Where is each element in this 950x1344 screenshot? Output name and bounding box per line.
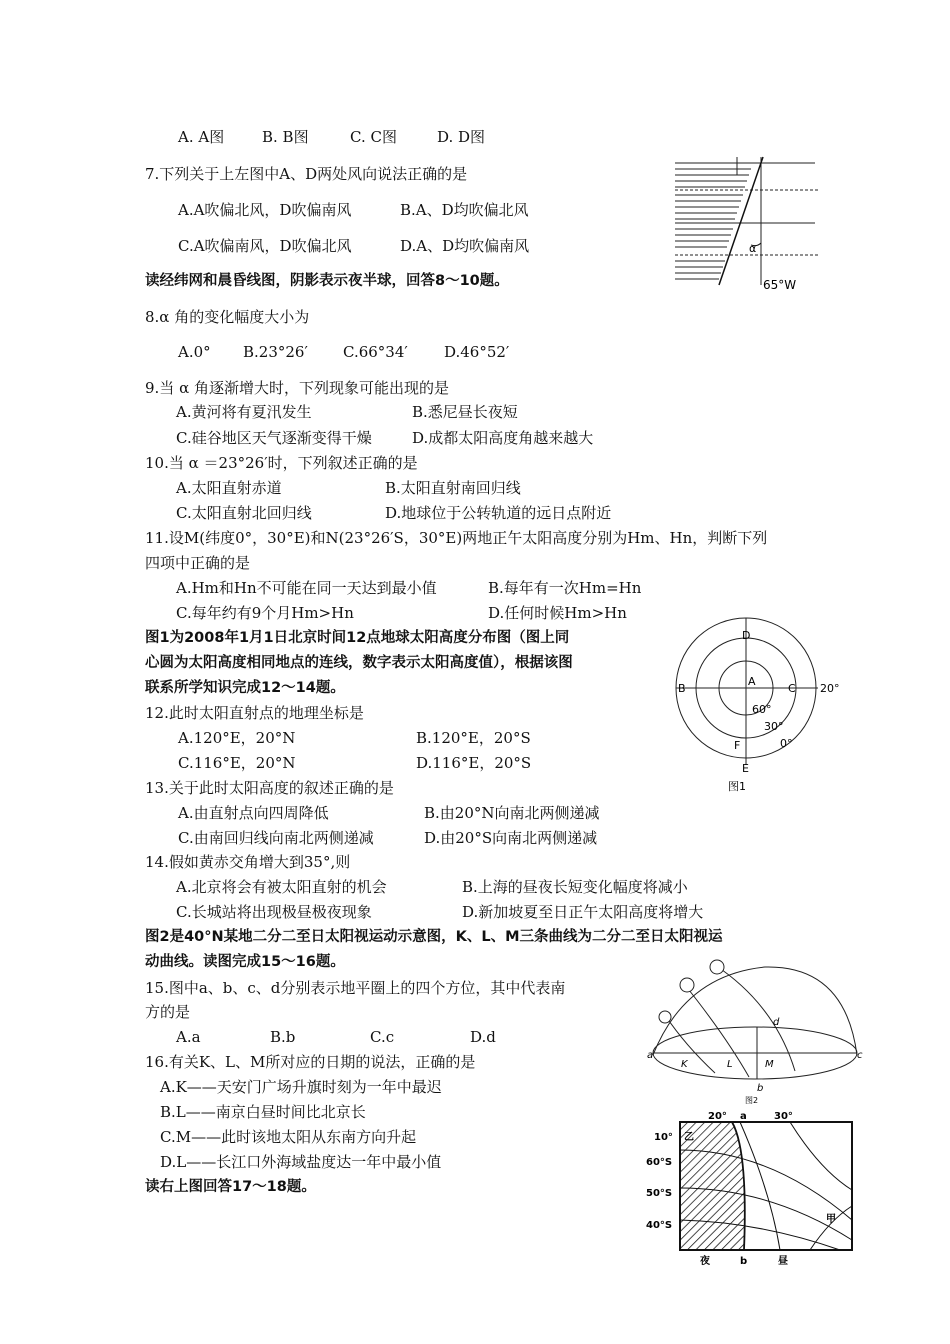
q11-option-d: D.任何时候Hm>Hn bbox=[488, 604, 627, 622]
q8-option-d: D.46°52′ bbox=[444, 343, 510, 361]
q13-option-d: D.由20°S向南北两侧递减 bbox=[424, 829, 598, 847]
point-a: A bbox=[748, 675, 756, 688]
top-label-30: 30° bbox=[774, 1111, 793, 1122]
left-label-40s: 40°S bbox=[646, 1220, 673, 1231]
mark-jia: 甲 bbox=[826, 1214, 836, 1225]
q13-option-a: A.由直射点向四周降低 bbox=[178, 804, 329, 822]
curve-k: K bbox=[681, 1059, 688, 1070]
q16-option-d: D.L——长江口外海域盐度达一年中最小值 bbox=[160, 1153, 442, 1171]
q7-option-c: C.A吹偏南风，D吹偏北风 bbox=[178, 237, 352, 255]
intro-15-16-line-2: 动曲线。读图完成15～16题。 bbox=[145, 954, 345, 970]
curve-l: L bbox=[727, 1059, 733, 1070]
point-f: F bbox=[734, 739, 741, 752]
figure-1-caption: 图1 bbox=[728, 780, 746, 793]
q7-option-b: B.A、D均吹偏北风 bbox=[400, 201, 529, 219]
q11-option-b: B.每年有一次Hm=Hn bbox=[488, 579, 642, 597]
q7-option-d: D.A、D均吹偏南风 bbox=[400, 237, 530, 255]
left-label-10: 10° bbox=[654, 1132, 673, 1143]
q10-stem: 10.当 α ＝23°26′时，下列叙述正确的是 bbox=[145, 454, 418, 472]
q14-option-c: C.长城站将出现极昼极夜现象 bbox=[176, 903, 372, 921]
q9-option-b: B.悉尼昼长夜短 bbox=[412, 403, 518, 421]
q10-option-d: D.地球位于公转轨道的远日点附近 bbox=[385, 504, 612, 522]
latitude-20: 20° bbox=[820, 682, 840, 695]
intro-12-14-line-1: 图1为2008年1月1日北京时间12点地球太阳高度分布图（图上同 bbox=[145, 630, 570, 646]
figure-1-sun-altitude bbox=[668, 615, 843, 795]
q14-option-b: B.上海的昼夜长短变化幅度将减小 bbox=[462, 878, 688, 896]
intro-12-14-line-3: 联系所学知识完成12～14题。 bbox=[145, 680, 345, 696]
q12-option-b: B.120°E，20°S bbox=[416, 729, 531, 747]
intro-15-16-line-1: 图2是40°N某地二分二至日太阳视运动示意图，K、L、M三条曲线为二分二至日太阳视运 bbox=[145, 929, 723, 945]
direction-c: c bbox=[857, 1050, 863, 1061]
q15-option-d: D.d bbox=[470, 1028, 496, 1046]
q12-option-d: D.116°E，20°S bbox=[416, 754, 532, 772]
bottom-label-day: 昼 bbox=[778, 1256, 788, 1267]
q9-option-c: C.硅谷地区天气逐渐变得干燥 bbox=[176, 429, 372, 447]
terminator-figure bbox=[665, 155, 825, 295]
bottom-label-b: b bbox=[740, 1256, 748, 1267]
q11-stem-2: 四项中正确的是 bbox=[145, 554, 251, 572]
q6-option-d: D. D图 bbox=[437, 128, 486, 146]
value-0: 0° bbox=[780, 737, 793, 750]
curve-m: M bbox=[765, 1059, 774, 1070]
q14-stem: 14.假如黄赤交角增大到35°,则 bbox=[145, 853, 351, 871]
q8-stem: 8.α 角的变化幅度大小为 bbox=[145, 308, 310, 326]
longitude-label: 65°W bbox=[763, 278, 797, 292]
q11-stem-1: 11.设M(纬度0°，30°E)和N(23°26′S，30°E)两地正午太阳高度分别为Hm、Hn，判断下列 bbox=[145, 529, 768, 547]
point-c: C bbox=[788, 682, 796, 695]
q15-stem-2: 方的是 bbox=[145, 1003, 191, 1021]
intro-8-10: 读经纬网和晨昏线图，阴影表示夜半球，回答8～10题。 bbox=[145, 273, 509, 289]
q9-option-a: A.黄河将有夏汛发生 bbox=[176, 403, 312, 421]
figure-2-sun-path bbox=[645, 955, 865, 1105]
q15-option-a: A.a bbox=[176, 1028, 201, 1046]
q6-option-a: A. A图 bbox=[178, 128, 225, 146]
q6-option-c: C. C图 bbox=[350, 128, 397, 146]
mark-yi: 乙 bbox=[684, 1132, 694, 1143]
q15-stem-1: 15.图中a、b、c、d分别表示地平圈上的四个方位，其中代表南 bbox=[145, 979, 566, 997]
q13-stem: 13.关于此时太阳高度的叙述正确的是 bbox=[145, 779, 394, 797]
q16-stem: 16.有关K、L、M所对应的日期的说法，正确的是 bbox=[145, 1053, 476, 1071]
q8-option-b: B.23°26′ bbox=[243, 343, 308, 361]
direction-a: a bbox=[647, 1050, 654, 1061]
q16-option-a: A.K——天安门广场升旗时刻为一年中最迟 bbox=[160, 1078, 442, 1096]
q10-option-a: A.太阳直射赤道 bbox=[176, 479, 282, 497]
point-b: B bbox=[678, 682, 686, 695]
q16-option-b: B.L——南京白昼时间比北京长 bbox=[160, 1103, 366, 1121]
q7-option-a: A.A吹偏北风，D吹偏南风 bbox=[178, 201, 352, 219]
top-label-a: a bbox=[740, 1111, 747, 1122]
value-60: 60° bbox=[752, 703, 772, 716]
q15-option-b: B.b bbox=[270, 1028, 296, 1046]
q13-option-c: C.由南回归线向南北两侧递减 bbox=[178, 829, 374, 847]
direction-d: d bbox=[773, 1017, 780, 1028]
alpha-label: α bbox=[749, 242, 757, 255]
q14-option-a: A.北京将会有被太阳直射的机会 bbox=[176, 878, 387, 896]
q11-option-c: C.每年约有9个月Hm>Hn bbox=[176, 604, 354, 622]
q11-option-a: A.Hm和Hn不可能在同一天达到最小值 bbox=[176, 579, 437, 597]
q7-stem: 7.下列关于上左图中A、D两处风向说法正确的是 bbox=[145, 165, 468, 183]
intro-12-14-line-2: 心圆为太阳高度相同地点的连线，数字表示太阳高度值），根据该图 bbox=[145, 655, 573, 671]
q10-option-b: B.太阳直射南回归线 bbox=[385, 479, 521, 497]
q9-option-d: D.成都太阳高度角越来越大 bbox=[412, 429, 594, 447]
q13-option-b: B.由20°N向南北两侧递减 bbox=[424, 804, 600, 822]
intro-17-18: 读右上图回答17～18题。 bbox=[145, 1179, 316, 1195]
q15-option-c: C.c bbox=[370, 1028, 395, 1046]
q12-stem: 12.此时太阳直射点的地理坐标是 bbox=[145, 704, 364, 722]
q6-option-b: B. B图 bbox=[262, 128, 309, 146]
q10-option-c: C.太阳直射北回归线 bbox=[176, 504, 312, 522]
q9-stem: 9.当 α 角逐渐增大时，下列现象可能出现的是 bbox=[145, 379, 449, 397]
figure-3-map bbox=[640, 1110, 870, 1270]
q14-option-d: D.新加坡夏至日正午太阳高度将增大 bbox=[462, 903, 704, 921]
left-label-50s: 50°S bbox=[646, 1188, 673, 1199]
point-d: D bbox=[742, 629, 751, 642]
value-30: 30° bbox=[764, 720, 784, 733]
left-label-60s: 60°S bbox=[646, 1157, 673, 1168]
q12-option-c: C.116°E，20°N bbox=[178, 754, 296, 772]
bottom-label-night: 夜 bbox=[700, 1256, 710, 1267]
q8-option-c: C.66°34′ bbox=[343, 343, 408, 361]
direction-b: b bbox=[757, 1083, 764, 1094]
q16-option-c: C.M——此时该地太阳从东南方向升起 bbox=[160, 1128, 417, 1146]
top-label-20: 20° bbox=[708, 1111, 727, 1122]
figure-2-caption: 图2 bbox=[745, 1096, 759, 1105]
q12-option-a: A.120°E，20°N bbox=[178, 729, 296, 747]
point-e: E bbox=[742, 762, 749, 775]
q8-option-a: A.0° bbox=[178, 343, 211, 361]
